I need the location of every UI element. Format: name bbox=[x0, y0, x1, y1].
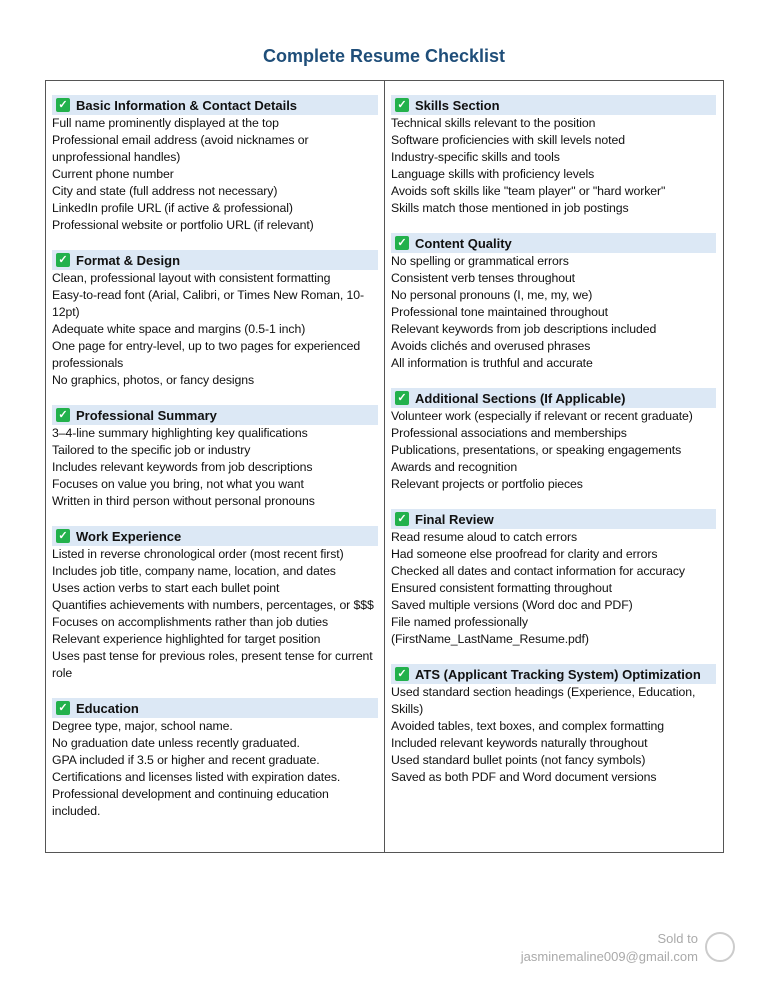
checklist-section bbox=[391, 509, 716, 648]
section-header bbox=[391, 388, 716, 408]
section-title: Professional Summary bbox=[76, 407, 217, 423]
checklist-item: Volunteer work (especially if relevant or recent graduate) bbox=[391, 409, 693, 423]
checklist-section bbox=[52, 698, 378, 820]
checklist-item: Full name prominently displayed at the top bbox=[52, 116, 279, 130]
checklist-item: 3–4-line summary highlighting key qualifications bbox=[52, 426, 308, 440]
checklist-section bbox=[391, 233, 716, 372]
section-header bbox=[52, 95, 378, 115]
checklist-item: Certifications and licenses listed with expiration dates. bbox=[52, 770, 341, 784]
checklist-item: Listed in reverse chronological order (most recent first) bbox=[52, 547, 344, 561]
checklist-item: Uses action verbs to start each bullet point bbox=[52, 581, 280, 595]
section-title: Education bbox=[76, 700, 139, 716]
checklist-item: Professional associations and memberships bbox=[391, 426, 627, 440]
checklist-item: All information is truthful and accurate bbox=[391, 356, 593, 370]
checkbox-checked-icon: ✓ bbox=[56, 408, 70, 422]
checklist-section bbox=[391, 388, 716, 493]
section-title: Format & Design bbox=[76, 252, 181, 268]
checklist-item: Avoided tables, text boxes, and complex formatting bbox=[391, 719, 664, 733]
checklist-item: Industry-specific skills and tools bbox=[391, 150, 560, 164]
checklist-item: Relevant projects or portfolio pieces bbox=[391, 477, 583, 491]
checklist-item: Adequate white space and margins (0.5-1 inch) bbox=[52, 322, 306, 336]
checklist-item: Saved multiple versions (Word doc and PDF) bbox=[391, 598, 633, 612]
checklist-section bbox=[52, 95, 378, 234]
checklist-item: Relevant keywords from job descriptions included bbox=[391, 322, 657, 336]
checkbox-checked-icon: ✓ bbox=[56, 529, 70, 543]
section-header bbox=[391, 509, 716, 529]
checklist-section bbox=[52, 250, 378, 389]
checklist-item: Professional tone maintained throughout bbox=[391, 305, 608, 319]
watermark bbox=[521, 930, 698, 966]
checklist-item: Written in third person without personal pronouns bbox=[52, 494, 315, 508]
checklist-item: Tailored to the specific job or industry bbox=[52, 443, 251, 457]
checklist-section bbox=[52, 405, 378, 510]
checklist-item: Professional website or portfolio URL (if relevant) bbox=[52, 218, 314, 232]
checklist-item: Current phone number bbox=[52, 167, 174, 181]
checklist-item: File named professionally (FirstName_LastName_Resume.pdf) bbox=[391, 615, 589, 646]
section-header bbox=[391, 95, 716, 115]
checklist-item: Used standard bullet points (not fancy symbols) bbox=[391, 753, 646, 767]
checklist-item: No graduation date unless recently graduated. bbox=[52, 736, 300, 750]
section-title: ATS (Applicant Tracking System) Optimization bbox=[415, 666, 701, 682]
section-title: Work Experience bbox=[76, 528, 182, 544]
section-header bbox=[391, 664, 716, 684]
section-title: Final Review bbox=[415, 511, 494, 527]
checklist-item: Professional development and continuing education included. bbox=[52, 787, 329, 818]
checkbox-checked-icon: ✓ bbox=[56, 701, 70, 715]
checklist-table bbox=[45, 80, 724, 853]
logo-icon bbox=[705, 932, 735, 962]
checklist-item: Read resume aloud to catch errors bbox=[391, 530, 578, 544]
right-column bbox=[384, 81, 722, 852]
checklist-item: Checked all dates and contact information for accuracy bbox=[391, 564, 685, 578]
checkbox-checked-icon: ✓ bbox=[395, 512, 409, 526]
section-title: Skills Section bbox=[415, 97, 500, 113]
checklist-item: Uses past tense for previous roles, present tense for current role bbox=[52, 649, 373, 680]
checklist-item: GPA included if 3.5 or higher and recent graduate. bbox=[52, 753, 320, 767]
checklist-item: Publications, presentations, or speaking engagements bbox=[391, 443, 682, 457]
checklist-item: Quantifies achievements with numbers, percentages, or $$$ bbox=[52, 598, 374, 612]
checkbox-checked-icon: ✓ bbox=[56, 253, 70, 267]
section-header bbox=[391, 233, 716, 253]
checklist-item: One page for entry-level, up to two pages for experienced professionals bbox=[52, 339, 361, 370]
section-header bbox=[52, 698, 378, 718]
checklist-item: No graphics, photos, or fancy designs bbox=[52, 373, 255, 387]
checkbox-checked-icon: ✓ bbox=[56, 98, 70, 112]
left-column bbox=[46, 81, 384, 852]
sold-to-label: Sold to bbox=[657, 931, 698, 946]
checklist-item: Degree type, major, school name. bbox=[52, 719, 233, 733]
checkbox-checked-icon: ✓ bbox=[395, 667, 409, 681]
checklist-item: Easy-to-read font (Arial, Calibri, or Times New Roman, 10-12pt) bbox=[52, 288, 364, 319]
checklist-item: Awards and recognition bbox=[391, 460, 518, 474]
checklist-item: Skills match those mentioned in job postings bbox=[391, 201, 629, 215]
checklist-item: Includes job title, company name, location, and dates bbox=[52, 564, 336, 578]
section-header bbox=[52, 405, 378, 425]
checklist-section bbox=[391, 95, 716, 217]
checklist-item: Saved as both PDF and Word document versions bbox=[391, 770, 657, 784]
checklist-section bbox=[52, 526, 378, 682]
checklist-item: Language skills with proficiency levels bbox=[391, 167, 595, 181]
checklist-item: Consistent verb tenses throughout bbox=[391, 271, 575, 285]
section-title: Additional Sections (If Applicable) bbox=[415, 390, 626, 406]
checklist-item: Used standard section headings (Experience, Education, Skills) bbox=[391, 685, 696, 716]
checklist-item: Includes relevant keywords from job descriptions bbox=[52, 460, 313, 474]
checklist-item: Relevant experience highlighted for target position bbox=[52, 632, 321, 646]
checkbox-checked-icon: ✓ bbox=[395, 391, 409, 405]
checklist-item: Focuses on value you bring, not what you want bbox=[52, 477, 304, 491]
checklist-item: Included relevant keywords naturally throughout bbox=[391, 736, 648, 750]
checklist-item: Clean, professional layout with consistent formatting bbox=[52, 271, 331, 285]
checklist-item: Professional email address (avoid nicknames or unprofessional handles) bbox=[52, 133, 309, 164]
section-header bbox=[52, 250, 378, 270]
checklist-item: Avoids soft skills like "team player" or "hard worker" bbox=[391, 184, 666, 198]
checklist-item: No spelling or grammatical errors bbox=[391, 254, 569, 268]
checklist-item: No personal pronouns (I, me, my, we) bbox=[391, 288, 593, 302]
checkbox-checked-icon: ✓ bbox=[395, 236, 409, 250]
buyer-email: jasminemaline009@gmail.com bbox=[520, 949, 698, 964]
section-header bbox=[52, 526, 378, 546]
checklist-item: Ensured consistent formatting throughout bbox=[391, 581, 612, 595]
section-title: Content Quality bbox=[415, 235, 512, 251]
checklist-item: Avoids clichés and overused phrases bbox=[391, 339, 591, 353]
checklist-item: Focuses on accomplishments rather than job duties bbox=[52, 615, 329, 629]
page-title: Complete Resume Checklist bbox=[262, 46, 506, 66]
checkbox-checked-icon: ✓ bbox=[395, 98, 409, 112]
checklist-item: City and state (full address not necessary) bbox=[52, 184, 278, 198]
checklist-item: Software proficiencies with skill levels noted bbox=[391, 133, 625, 147]
checklist-item: LinkedIn profile URL (if active & professional) bbox=[52, 201, 293, 215]
checklist-section bbox=[391, 664, 716, 786]
checklist-item: Technical skills relevant to the position bbox=[391, 116, 596, 130]
section-title: Basic Information & Contact Details bbox=[76, 97, 298, 113]
checklist-item: Had someone else proofread for clarity and errors bbox=[391, 547, 658, 561]
